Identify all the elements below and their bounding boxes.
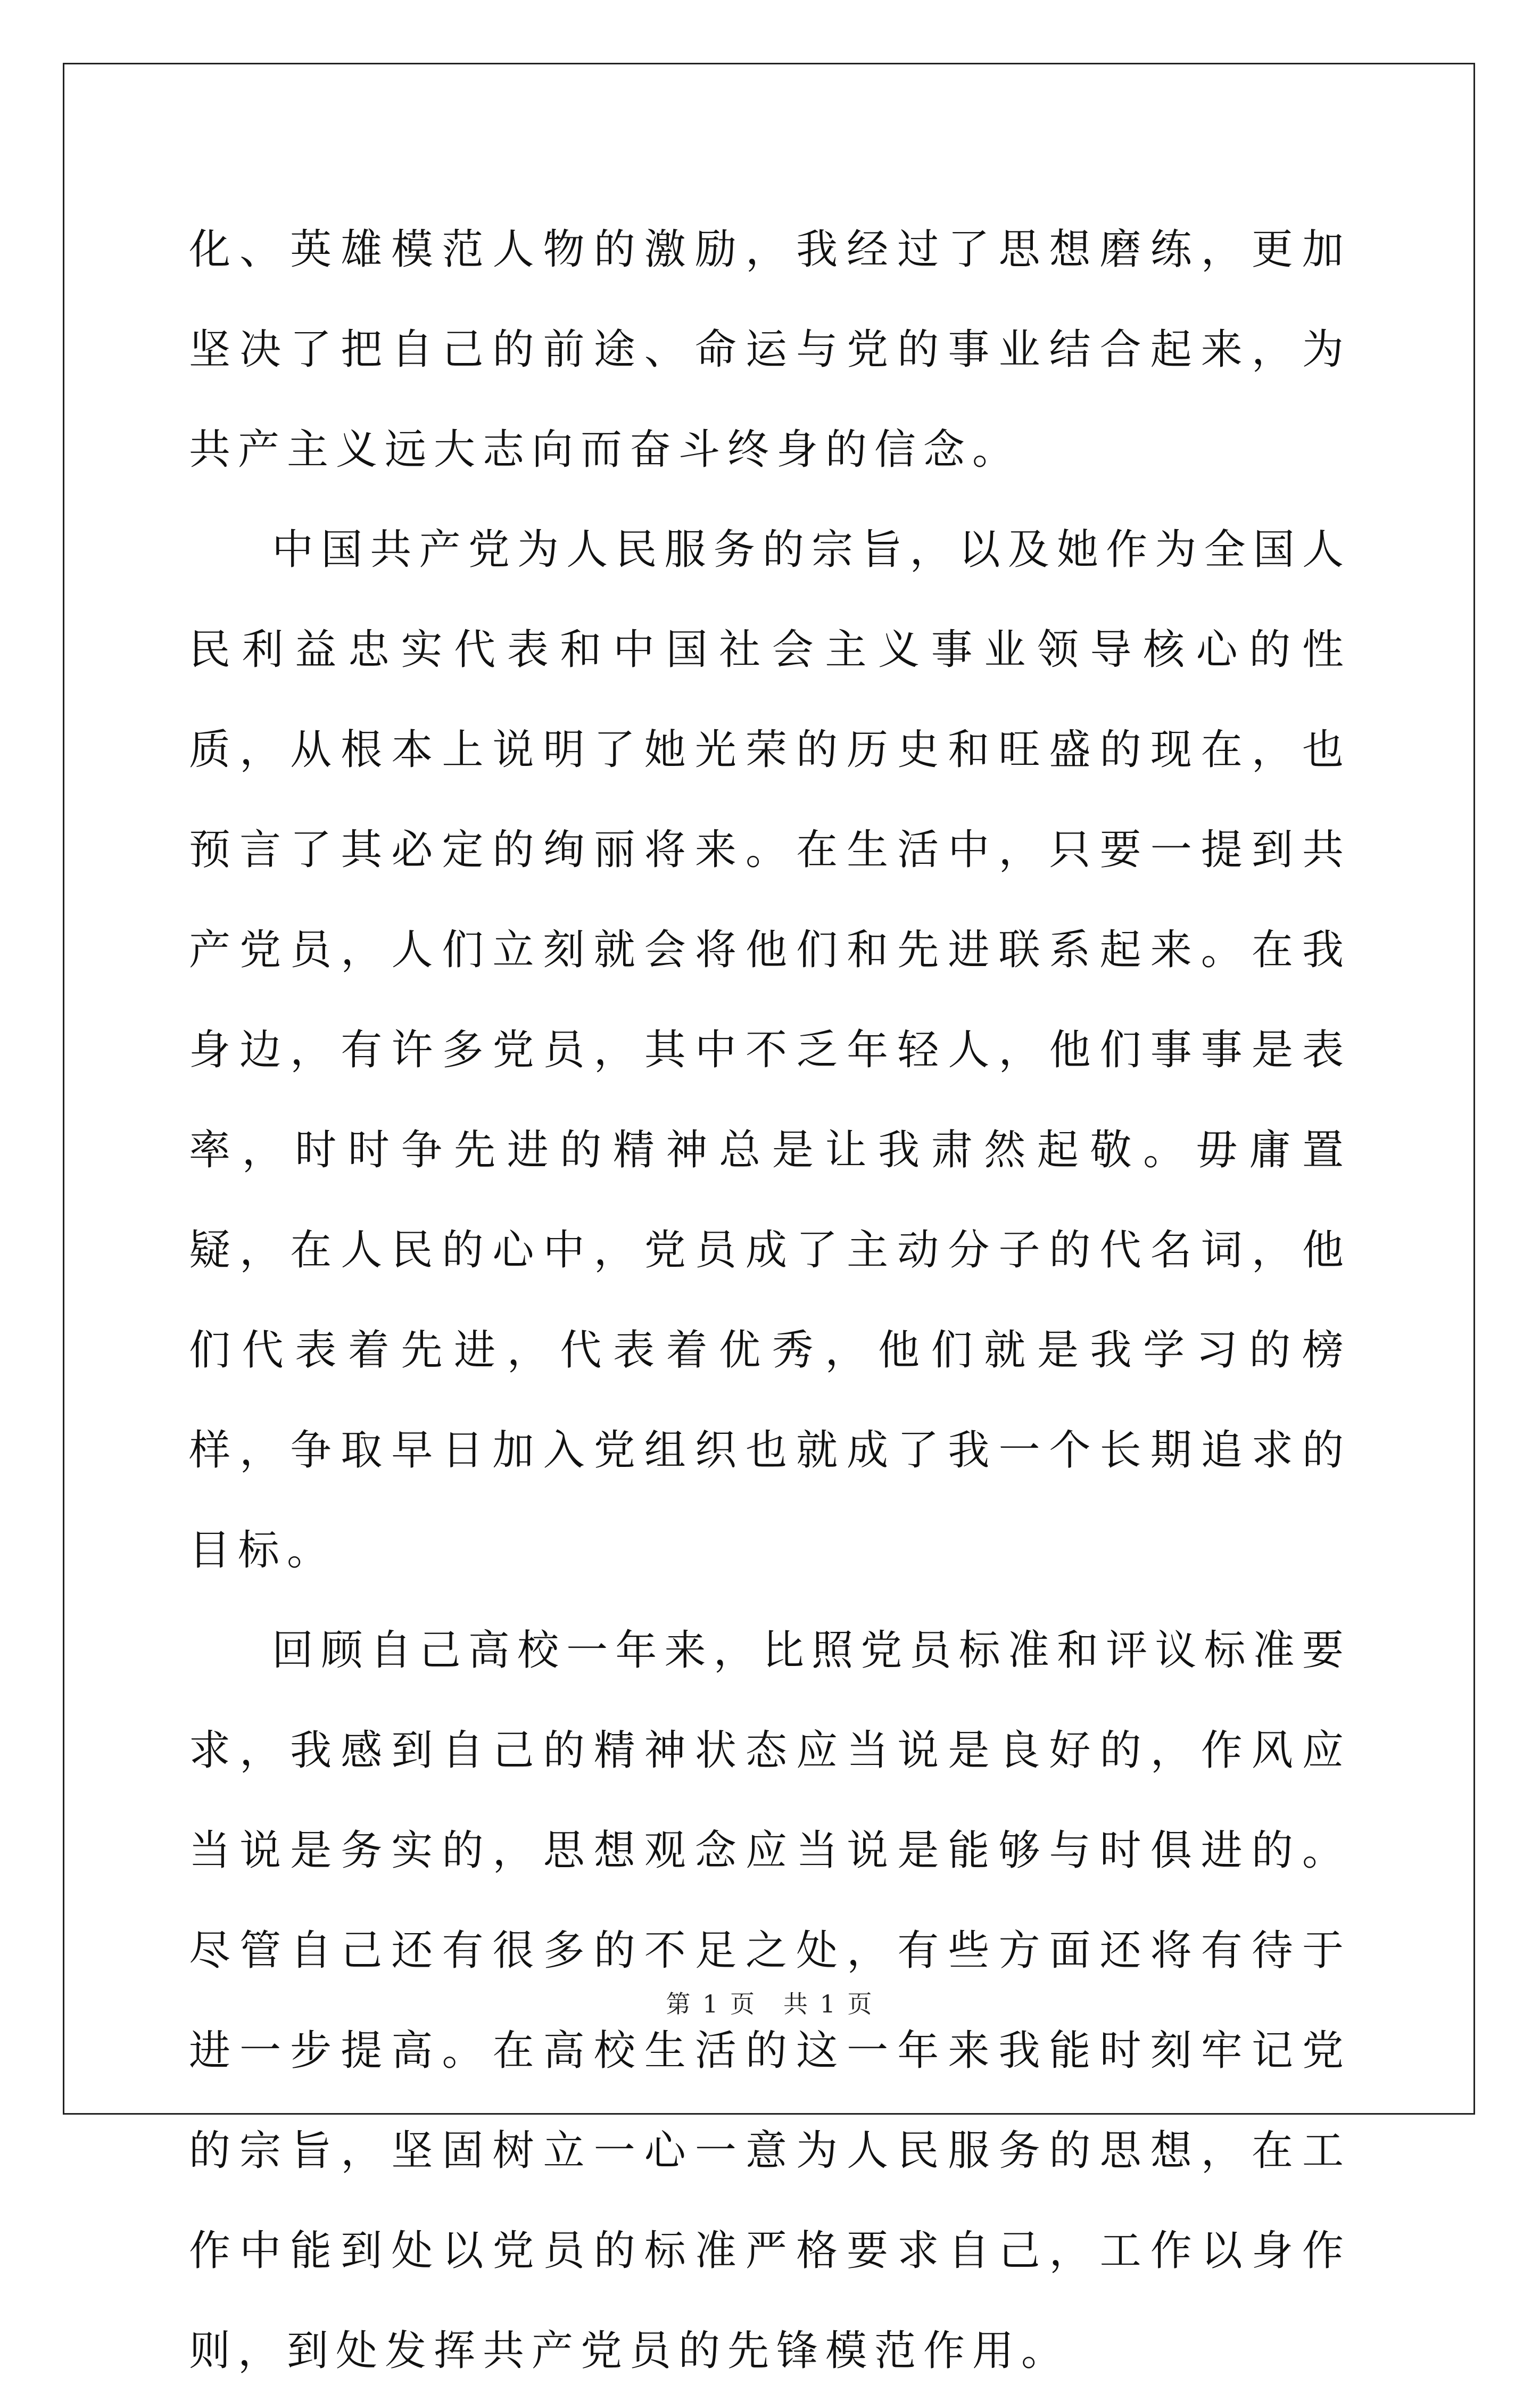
paragraph-3: 回顾自己高校一年来，比照党员标准和评议标准要求，我感到自己的精神状态应当说是良好的，作风应当说是务实的，思想观念应当说是能够与时俱进的。尽管自己还有很多的不足之处，有些方面还将有待于进一步提高。在高校生活的这一年来我能时刻牢记党的宗旨，坚固树立一心一意为人民服务的思想，在工作中能到处以党员的标准严格要求自己，工作以身作则，到处发挥共产党员的先锋模范作用。 — [189, 1627, 1351, 2375]
page-number-footer: 第 1 页 共 1 页 — [666, 1990, 874, 2018]
document-body — [189, 200, 1351, 2401]
paragraph-2: 中国共产党为人民服务的宗旨，以及她作为全国人民利益忠实代表和中国社会主义事业领导核心的性质，从根本上说明了她光荣的历史和旺盛的现在，也预言了其必定的绚丽将来。在生活中，只要一提到共产党员，人们立刻就会将他们和先进联系起来。在我身边，有许多党员，其中不乏年轻人，他们事事是表率，时时争先进的精神总是让我肃然起敬。毋庸置疑，在人民的心中，党员成了主动分子的代名词，他们代表着先进，代表着优秀，他们就是我学习的榜样，争取早日加入党组织也就成了我一个长期追求的目标。 — [189, 526, 1351, 1574]
paragraph-1: 化、英雄模范人物的激励，我经过了思想磨练，更加坚决了把自己的前途、命运与党的事业结合起来，为共产主义远大志向而奋斗终身的信念。 — [189, 226, 1351, 474]
